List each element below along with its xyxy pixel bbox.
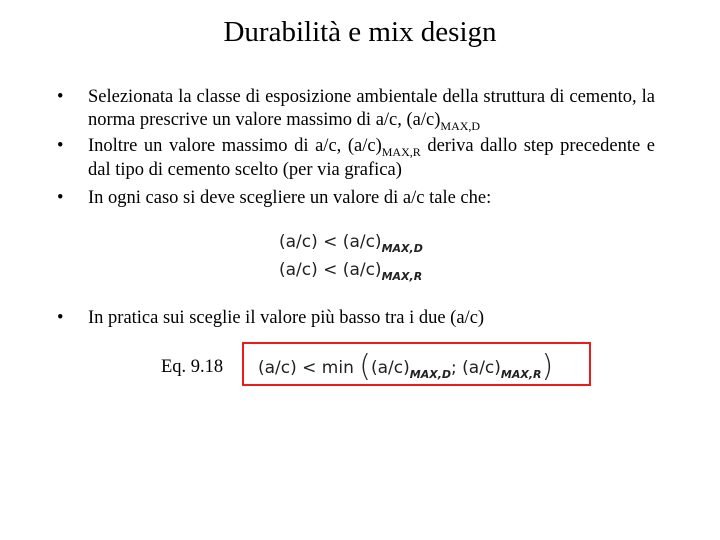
- bullet-item-exposure-class: [57, 86, 655, 133]
- equation-subscript-max-d: MAX,D: [409, 368, 452, 381]
- bullet-text: In pratica sui sceglie il valore più basso tra i due (a/c): [88, 308, 485, 328]
- inequality-formula: [279, 229, 423, 285]
- bullet-list: [57, 86, 655, 210]
- bullet-item-condition: [57, 187, 655, 210]
- equation-label: Eq. 9.18: [161, 357, 224, 377]
- subscript-max-r: MAX,R: [381, 145, 421, 159]
- inequality-line-d: [279, 229, 423, 257]
- equation-subscript-max-r: MAX,R: [500, 368, 542, 381]
- equation-box: [242, 342, 591, 386]
- bullet-item-max-r: [57, 135, 655, 182]
- inequality-line-r: [279, 257, 423, 285]
- formula-lhs: (a/c) < (a/c): [279, 232, 382, 252]
- formula-subscript-max-r: MAX,R: [381, 270, 423, 283]
- bullet-text: Selezionata la classe di esposizione ambientale della struttura di cemento, la norma prescrive un valore massimo di a/c, (a/c): [88, 87, 655, 130]
- bullet-item-choose-lowest: [57, 307, 686, 330]
- bullet-text: In ogni caso si deve scegliere un valore di a/c tale che:: [88, 188, 492, 208]
- formula-subscript-max-d: MAX,D: [381, 242, 423, 255]
- bullet-marker: •: [57, 136, 64, 156]
- formula-lhs: (a/c) < (a/c): [279, 260, 382, 280]
- equation-formula: [258, 350, 553, 384]
- equation-open-paren: (: [359, 349, 371, 384]
- equation-close-paren: ): [541, 349, 554, 384]
- equation-term-2: (a/c): [462, 358, 501, 378]
- equation-separator: ;: [451, 358, 463, 378]
- slide-title: Durabilità e mix design: [223, 16, 497, 48]
- bullet-text: Inoltre un valore massimo di a/c, (a/c): [88, 136, 382, 156]
- bullet-marker: •: [57, 87, 64, 107]
- equation-term-1: (a/c): [371, 358, 410, 378]
- equation-left: (a/c) < min: [258, 358, 354, 378]
- bullet-marker: •: [57, 188, 64, 208]
- bullet-text-continued: deriva dallo step precedente e dal tipo di cemento scelto (per via grafica): [88, 136, 655, 180]
- bullet-marker: •: [57, 308, 64, 328]
- subscript-max-d: MAX,D: [440, 119, 481, 133]
